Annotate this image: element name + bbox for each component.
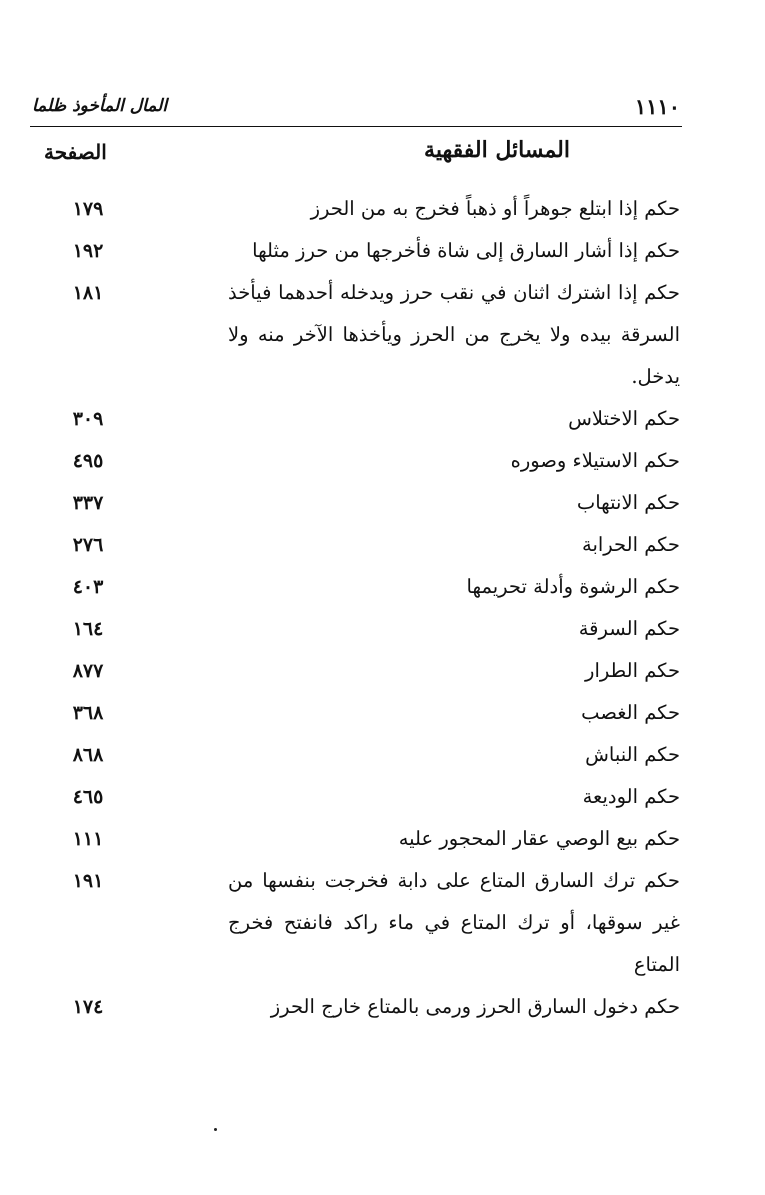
- entry-topic: حكم الاختلاس: [568, 407, 680, 430]
- index-entry: [30, 818, 682, 860]
- entry-page-number: ١٧٩: [72, 198, 104, 220]
- index-entry: [30, 524, 682, 566]
- entry-topic: حكم النباش: [585, 743, 680, 766]
- entry-topic: حكم السرقة: [578, 617, 680, 640]
- index-list: [30, 188, 682, 1028]
- index-entry: [30, 860, 682, 986]
- entry-topic: حكم الرشوة وأدلة تحريمها: [466, 575, 680, 598]
- entry-page-number: ٣٠٩: [72, 408, 104, 430]
- page-number: ١١١٠: [634, 94, 680, 119]
- entry-topic: حكم ترك السارق المتاع على دابة فخرجت بنفسها من غير سوقها، أو ترك المتاع في ماء راكد فانفتح فخرج المتاع: [228, 869, 680, 976]
- entry-page-number: ٤٦٥: [72, 786, 104, 808]
- entry-page-number: ١٦٤: [72, 618, 104, 640]
- entry-page-number: ٣٦٨: [72, 702, 104, 724]
- index-entry: [30, 440, 682, 482]
- entry-page-number: ٤٩٥: [72, 450, 104, 472]
- index-entry: [30, 188, 682, 230]
- entry-page-number: ٤٠٣: [72, 576, 104, 598]
- index-entry: [30, 608, 682, 650]
- book-title: المال المأخوذ ظلما: [32, 96, 168, 116]
- entry-page-number: ١٩١: [72, 870, 104, 892]
- entry-topic: حكم الغصب: [581, 701, 680, 724]
- entry-topic: حكم بيع الوصي عقار المحجور عليه: [398, 827, 680, 850]
- entry-topic: حكم الحرابة: [581, 533, 680, 556]
- entry-topic: حكم إذا اشترك اثنان في نقب حرز ويدخله أحدهما فيأخذ السرقة بيده ولا يخرج من الحرز ويأخذها الآخر منه ولا يدخل.: [228, 281, 681, 388]
- entry-topic: حكم الاستيلاء وصوره: [510, 449, 680, 472]
- index-entry: [30, 272, 682, 398]
- entry-page-number: ١١١: [72, 828, 104, 850]
- topic-column-header: المسائل الفقهية: [424, 137, 570, 163]
- running-header: [30, 90, 682, 127]
- index-entry: [30, 986, 682, 1028]
- entry-page-number: ١٩٢: [72, 240, 104, 262]
- index-entry: [30, 398, 682, 440]
- entry-page-number: ٣٣٧: [72, 492, 104, 514]
- index-entry: [30, 776, 682, 818]
- entry-topic: حكم دخول السارق الحرز ورمى بالمتاع خارج الحرز: [270, 995, 680, 1018]
- column-headers: [30, 137, 682, 177]
- entry-topic: حكم الطرار: [585, 659, 680, 682]
- entry-page-number: ١٧٤: [72, 996, 104, 1018]
- entry-page-number: ١٨١: [72, 282, 104, 304]
- index-entry: [30, 650, 682, 692]
- index-entry: [30, 482, 682, 524]
- entry-topic: حكم الانتهاب: [576, 491, 680, 514]
- index-entry: [30, 734, 682, 776]
- entry-page-number: ٨٧٧: [72, 660, 104, 682]
- entry-page-number: ٢٧٦: [72, 534, 104, 556]
- index-entry: [30, 230, 682, 272]
- entry-topic: حكم الوديعة: [582, 785, 680, 808]
- entry-page-number: ٨٦٨: [72, 744, 104, 766]
- page-column-header: الصفحة: [44, 140, 107, 164]
- index-entry: [30, 692, 682, 734]
- index-entry: [30, 566, 682, 608]
- stray-dot: [214, 1128, 217, 1131]
- entry-topic: حكم إذا أشار السارق إلى شاة فأخرجها من حرز مثلها: [252, 239, 680, 262]
- entry-topic: حكم إذا ابتلع جوهراً أو ذهباً فخرج به من الحرز: [310, 197, 680, 220]
